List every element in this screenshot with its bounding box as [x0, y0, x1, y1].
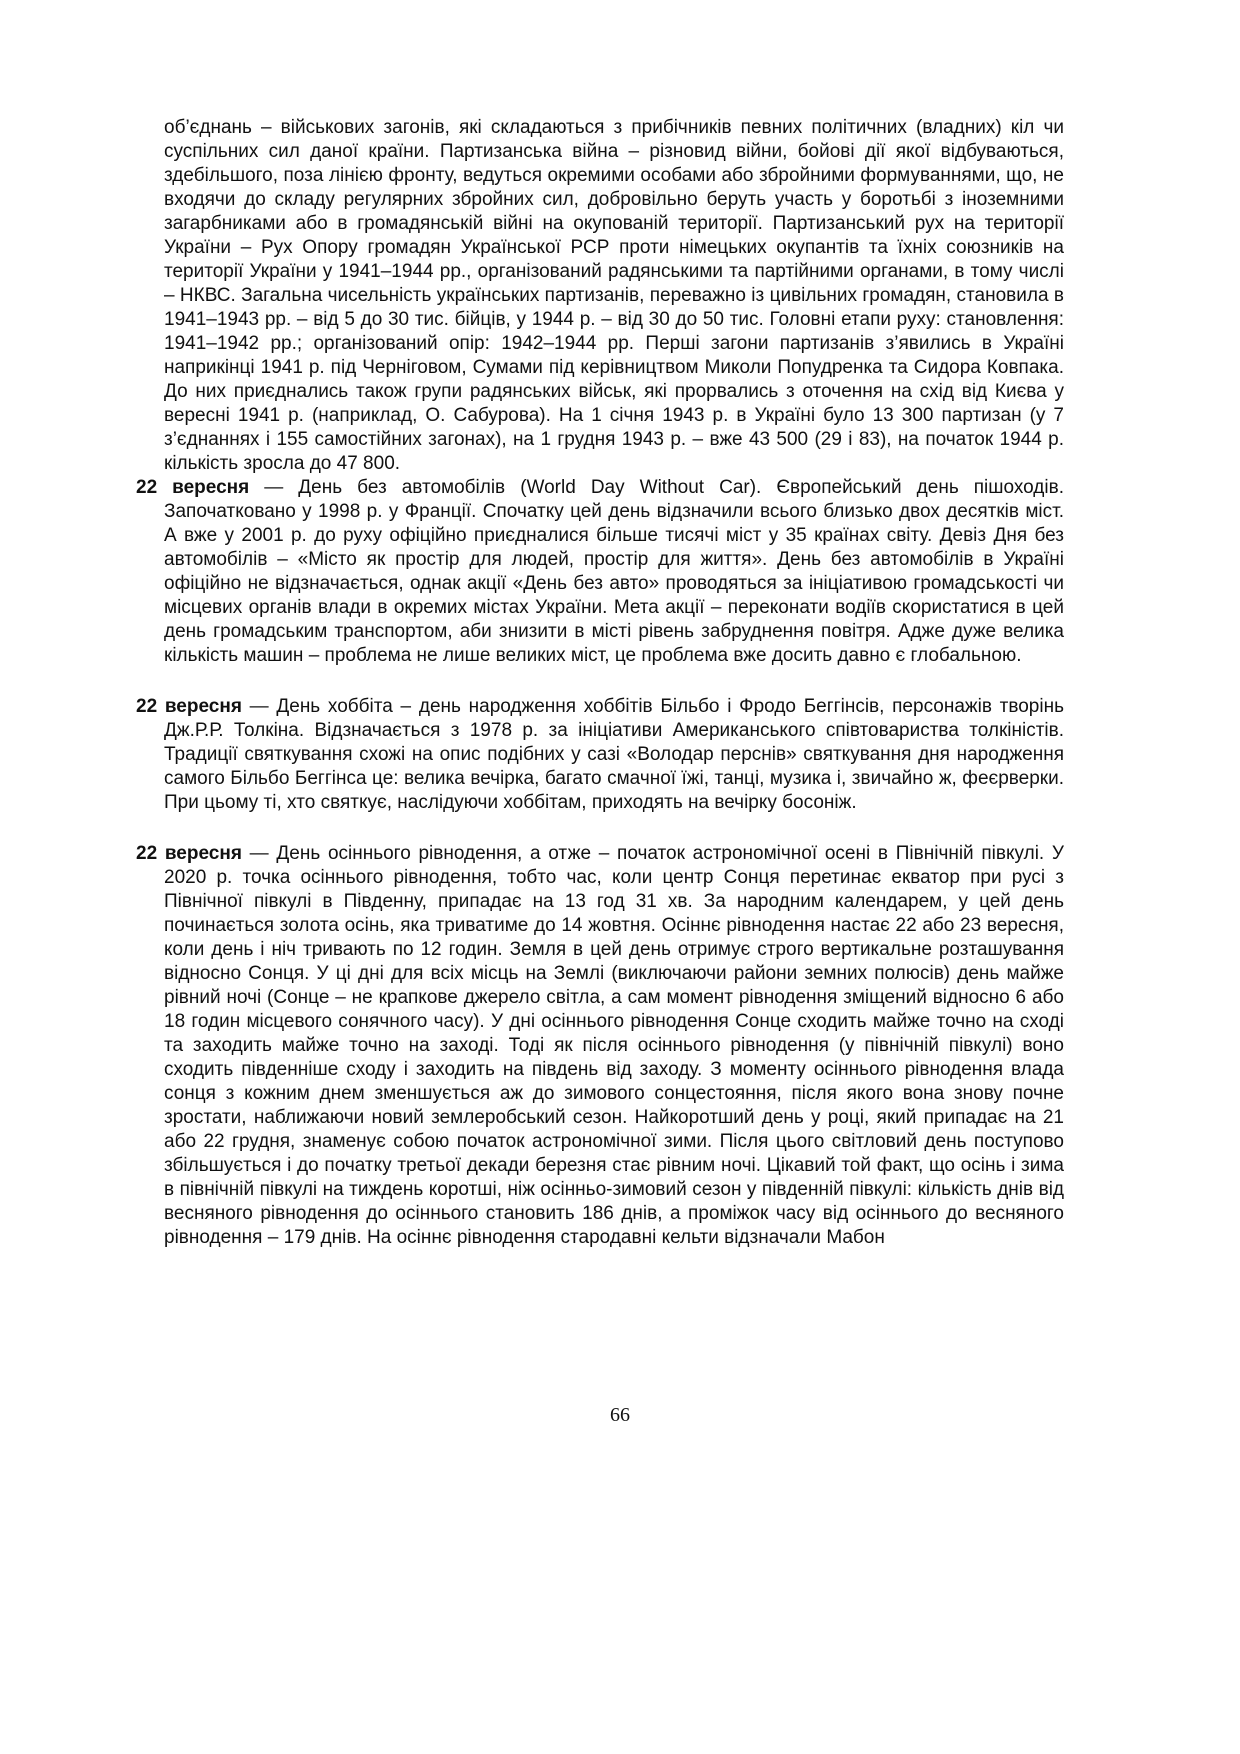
entry-date: 22 вересня: [136, 843, 242, 864]
entry-date: 22 вересня: [136, 696, 242, 717]
continuation-paragraph: об’єднань – військових загонів, які складаються з прибічників певних політичних (владних) кіл чи суспільних сил даної країни. Партизанська війна – різновид війни, бойові дії якої відбуваються, здебільшого, поза лінією фронту, ведуться окремими особами або збройними формуваннями, що, не входячи до складу регулярних збройних сил, добровільно беруть участь у боротьбі з іноземними загарбниками або в громадянській війні на окупованій території. Партизанський рух на території України – Рух Опору громадян Української РСР проти німецьких окупантів та їхніх союзників на території України у 1941–1944 рр., організований радянськими та партійними органами, в тому числі – НКВС. Загальна чисельність українських партизанів, переважно із цивільних громадян, становила в 1941–1943 рр. – від 5 до 30 тис. бійців, у 1944 р. – від 30 до 50 тис. Головні етапи руху: становлення: 1941–1942 рр.; організований опір: 1942–1944 рр. Перші загони партизанів з’явились в Україні наприкінці 1941 р. під Черніговом, Сумами під керівництвом Миколи Попудренка та Сидора Ковпака. До них приєднались також групи радянських військ, які прорвались з оточення на схід від Києва у вересні 1941 р. (наприклад, О. Сабурова). На 1 січня 1943 р. в Україні було 13 300 партизан (у 7 з’єднаннях і 155 самостійних загонах), на 1 грудня 1943 р. – вже 43 500 (29 і 83), на початок 1944 р. кількість зросла до 47 800.: [164, 117, 1064, 474]
calendar-entry-autumn-equinox: [136, 842, 1064, 1250]
calendar-entry-car-free-day: [136, 476, 1064, 668]
entry-text: — День осіннього рівнодення, а отже – початок астрономічної осені в Північній півкулі. У 2020 р. точка осіннього рівнодення, тобто час, коли центр Сонця перетинає екватор при русі з Північної півкулі в Південну, припадає на 13 год 31 хв. За народним календарем, у цей день починається золота осінь, яка триватиме до 14 жовтня. Осіннє рівнодення настає 22 або 23 вересня, коли день і ніч тривають по 12 годин. Земля в цей день отримує строго вертикальне розташування відносно Сонця. У ці дні для всіх місць на Землі (виключаючи райони земних полюсів) день майже рівний ночі (Сонце – не крапкове джерело світла, а сам момент рівнодення зміщений відносно 6 або 18 годин місцевого сонячного часу). У дні осіннього рівнодення Сонце сходить майже точно на сході та заходить майже точно на заході. Тоді як після осіннього рівнодення (у північній півкулі) воно сходить південніше сходу і заходить на південь від заходу. З моменту осіннього рівнодення влада сонця з кожним днем зменшується аж до зимового сонцестояння, після якого вона знову почне зростати, наближаючи новий землеробський сезон. Найкоротший день у році, який припадає на 21 або 22 грудня, знаменує собою початок астрономічної зими. Після цього світловий день поступово збільшується і до початку третьої декади березня стає рівним ночі. Цікавий той факт, що осінь і зима в північній півкулі на тиждень коротші, ніж осінньо-зимовий сезон у південній півкулі: кількість днів від весняного рівнодення до осіннього становить 186 днів, а проміжок часу від осіннього до весняного рівнодення – 179 днів. На осіннє рівнодення стародавні кельти відзначали Мабон: [164, 843, 1064, 1248]
entry-date: 22 вересня: [136, 477, 250, 498]
calendar-entry-hobbit-day: [136, 695, 1064, 815]
page-number: 66: [610, 1404, 630, 1426]
entry-text: — День без автомобілів (World Day Without Car). Європейський день пішоходів. Започатковано у 1998 р. у Франції. Спочатку цей день відзначили всього близько двох десятків міст. А вже у 2001 р. до руху офіційно приєдналися більше тисячі міст у 35 країнах світу. Девіз Дня без автомобілів – «Місто як простір для людей, простір для життя». День без автомобілів в Україні офіційно не відзначається, однак акції «День без авто» проводяться за ініціативою громадськості чи місцевих органів влади в окремих містах України. Мета акції – переконати водіїв скористатися в цей день громадським транспортом, аби знизити в місті рівень забруднення повітря. Адже дуже велика кількість машин – проблема не лише великих міст, це проблема вже досить давно є глобальною.: [164, 477, 1064, 666]
page-body: [136, 116, 1064, 1250]
entry-text: — День хоббіта – день народження хоббітів Більбо і Фродо Беггінсів, персонажів творінь Дж.Р.Р. Толкіна. Відзначається з 1978 р. за ініціативи Американського співтовариства толкіністів. Традиції святкування схожі на опис подібних у сазі «Володар перснів» святкування дня народження самого Більбо Беггінса це: велика вечірка, багато смачної їжі, танці, музика і, звичайно ж, феєрверки. При цьому ті, хто святкує, наслідуючи хоббітам, приходять на вечірку босоніж.: [164, 696, 1064, 813]
